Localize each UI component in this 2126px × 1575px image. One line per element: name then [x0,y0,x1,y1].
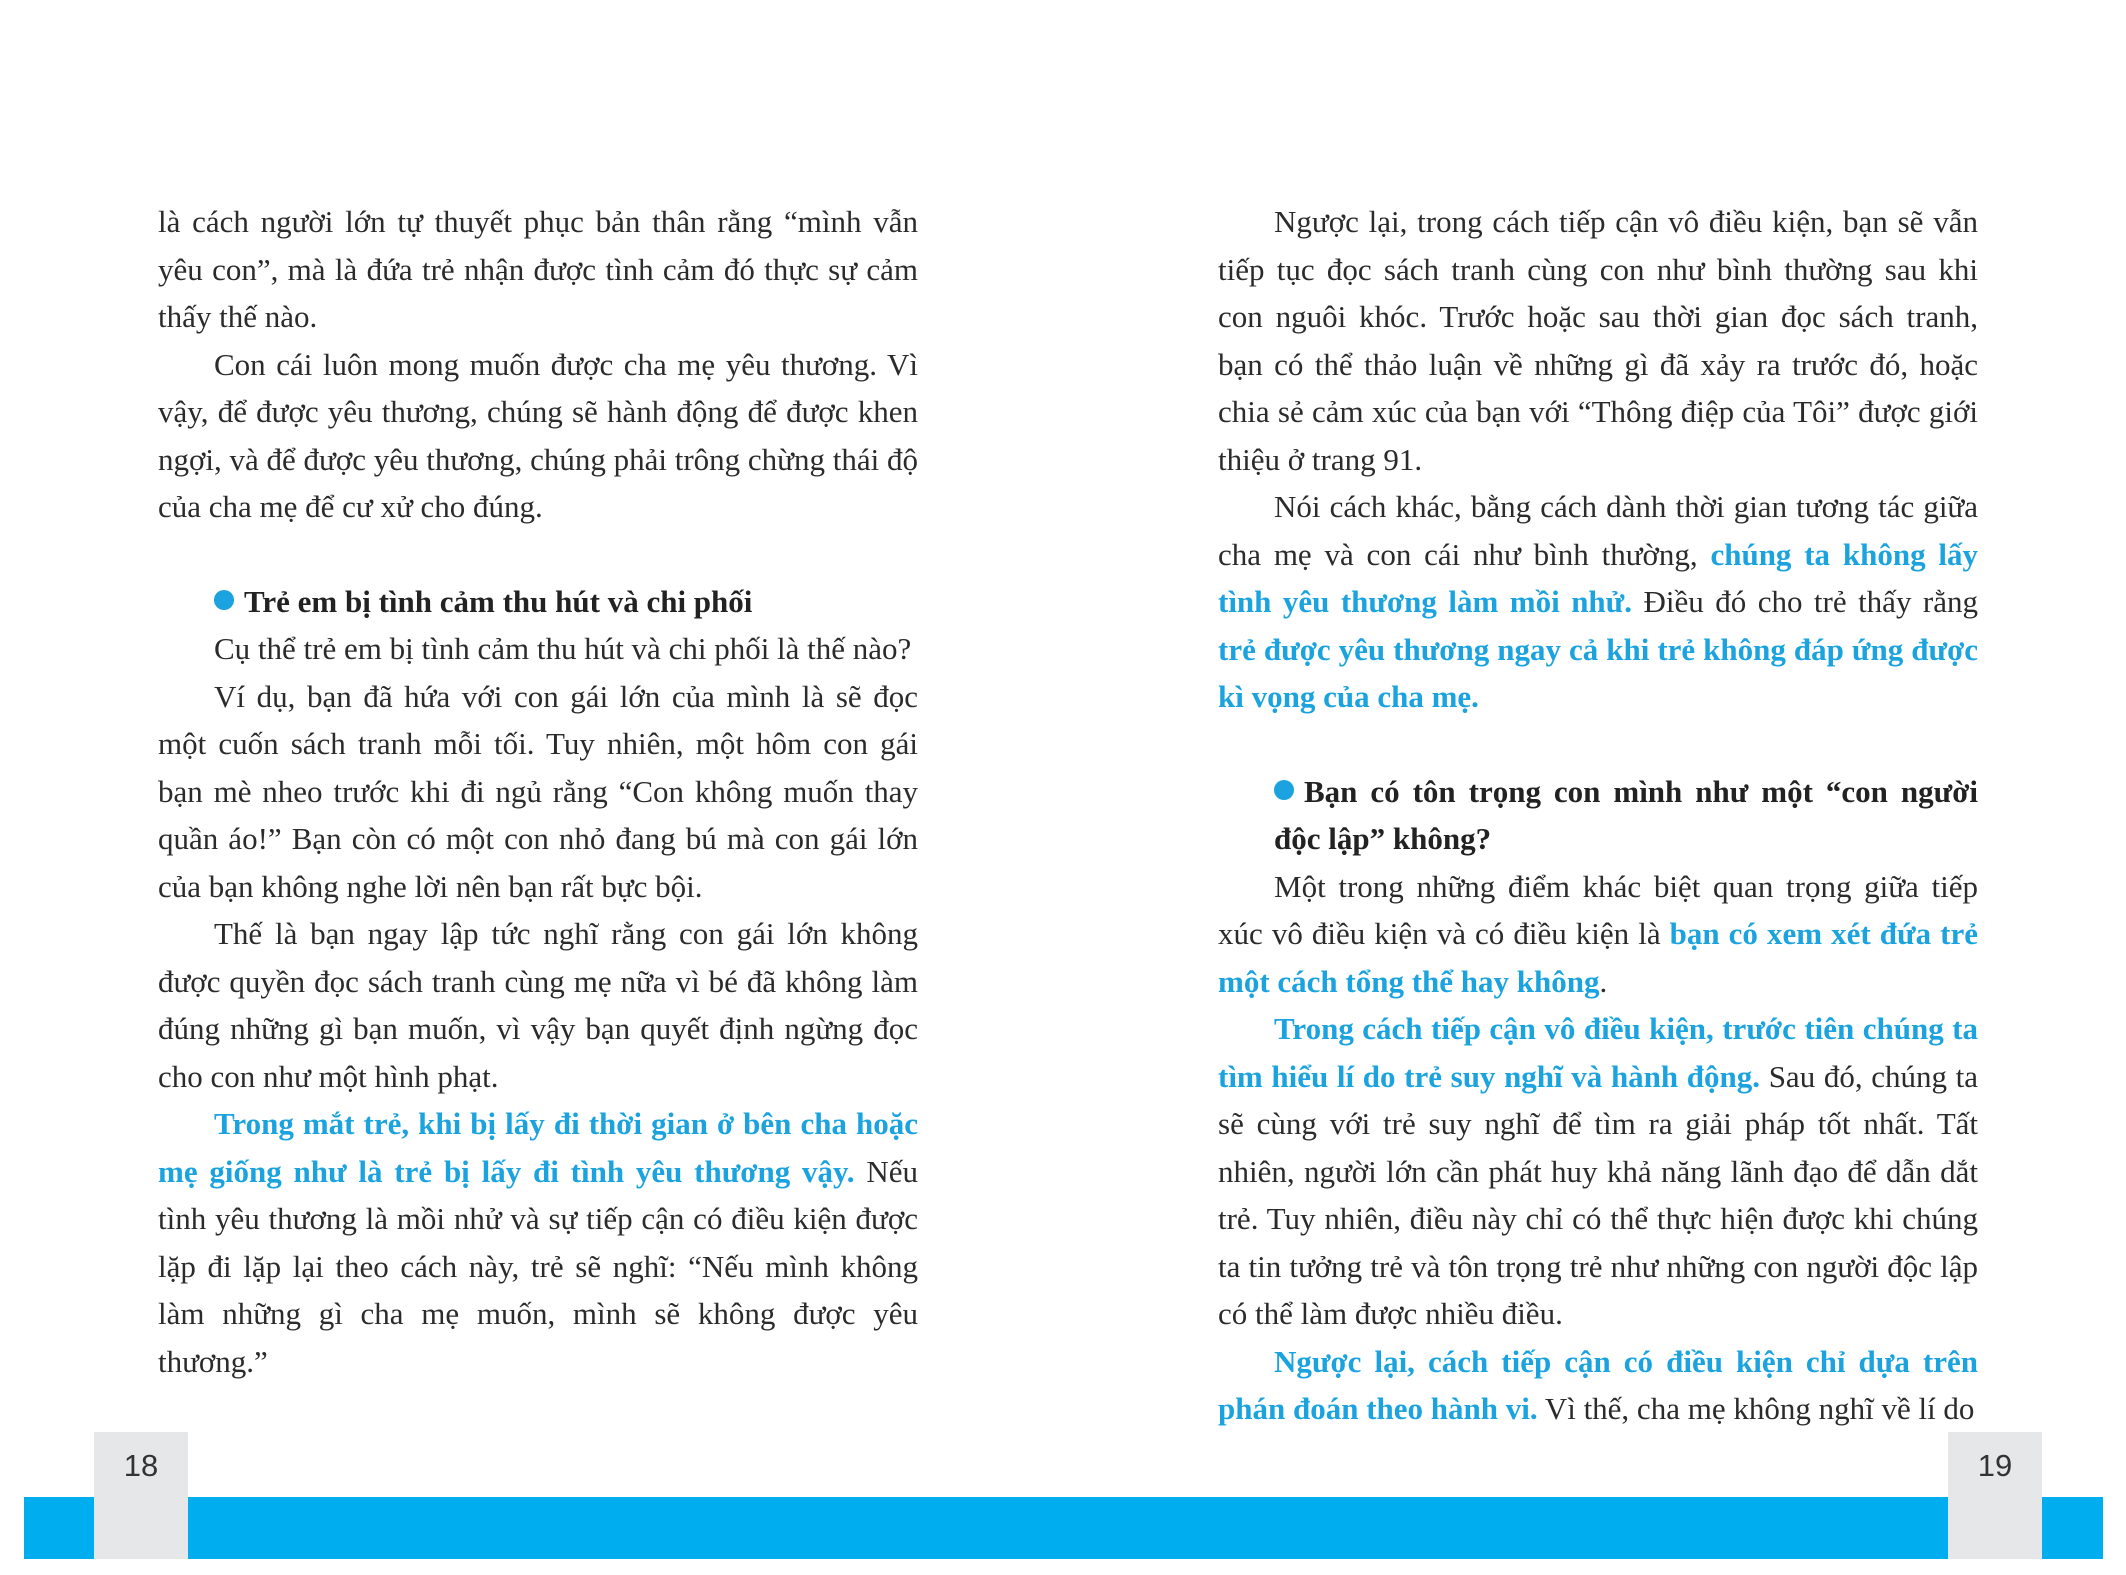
paragraph-text: Nói cách khác, bằng cách dành thời gian tương tác giữa cha mẹ và con cái như bình thường, [1218,489,1978,572]
paragraph: Cụ thể trẻ em bị tình cảm thu hút và chi phối là thế nào? [214,631,912,666]
section-heading [158,578,918,626]
highlight-text: chúng ta không lấy tình yêu thương làm mồi nhử. [1218,536,1979,619]
section-heading-text: Trẻ em bị tình cảm thu hút và chi phối [244,583,753,619]
spacer [1218,721,1978,768]
paragraph-text: Vì thế, cha mẹ không nghĩ về lí do [1537,1391,1975,1426]
section-heading-text: Bạn có tôn trọng con mình như một “con người độc lập” không? [1274,773,1978,856]
paragraph-text: Sau đó, chúng ta sẽ cùng với trẻ suy nghĩ để tìm ra giải pháp tốt nhất. Tất nhiên, người lớn cần phát huy khả năng lãnh đạo để dẫn dắt trẻ. Tuy nhiên, điều này chỉ có thể thực hiện được khi chúng ta tin tưởng trẻ và tôn trọng trẻ như những con người độc lập có thể làm được nhiều điều. [1218,1058,1978,1331]
paragraph [1218,1005,1978,1338]
page-number: 19 [1948,1432,2042,1559]
paragraph-text: Một trong những điểm khác biệt quan trọng giữa tiếp xúc vô điều kiện và có điều kiện là [1218,868,1978,951]
page-number: 18 [94,1432,188,1559]
bullet-icon [1274,780,1294,800]
paragraph: Con cái luôn mong muốn được cha mẹ yêu thương. Vì vậy, để được yêu thương, chúng sẽ hành động để được khen ngợi, và để được yêu thương, chúng phải trông chừng thái độ của cha mẹ để cư xử cho đúng. [158,346,918,524]
section-heading [1218,768,1978,863]
highlight-text: bạn có xem xét đứa trẻ một cách tổng thể hay không [1218,916,1979,999]
paragraph: Ví dụ, bạn đã hứa với con gái lớn của mình là sẽ đọc một cuốn sách tranh mỗi tối. Tuy nhiên, một hôm con gái bạn mè nheo trước khi đi ngủ rằng “Con không muốn thay quần áo!” Bạn còn có một con nhỏ đang bú mà con gái lớn của bạn không nghe lời nên bạn rất bực bội. [158,678,918,904]
paragraph [1218,863,1978,1006]
right-text-column [1218,198,1978,1433]
highlight-text: trẻ được yêu thương ngay cả khi trẻ không đáp ứng được kì vọng của cha mẹ. [1218,631,1978,714]
paragraph-text: Nếu tình yêu thương là mồi nhử và sự tiếp cận có điều kiện được lặp đi lặp lại theo cách này, trẻ sẽ nghĩ: “Nếu mình không làm những gì cha mẹ muốn, mình sẽ không được yêu thương.” [158,1153,919,1379]
paragraph [158,1100,918,1385]
paragraph [1218,483,1978,721]
paragraph: Ngược lại, trong cách tiếp cận vô điều kiện, bạn sẽ vẫn tiếp tục đọc sách tranh cùng con như bình thường sau khi con nguôi khóc. Trước hoặc sau thời gian đọc sách tranh, bạn có thể thảo luận về những gì đã xảy ra trước đó, hoặc chia sẻ cảm xúc của bạn với “Thông điệp của Tôi” được giới thiệu ở trang 91. [1218,204,1978,477]
paragraph-text: . [1599,963,1608,999]
highlight-text: Ngược lại, cách tiếp cận có điều kiện chỉ dựa trên phán đoán theo hành vi. [1218,1343,1978,1426]
highlight-text: Trong mắt trẻ, khi bị lấy đi thời gian ở bên cha hoặc mẹ giống như là trẻ bị lấy đi tình yêu thương vậy. [158,1106,918,1189]
right-page [1063,0,2126,1575]
paragraph-text: Điều đó cho trẻ thấy rằng [1632,584,1978,619]
footer-band [1063,1497,2103,1559]
left-text-column [158,198,918,1385]
paragraph: là cách người lớn tự thuyết phục bản thân rằng “mình vẫn yêu con”, mà là đứa trẻ nhận được tình cảm đó thực sự cảm thấy thế nào. [158,204,918,334]
spacer [158,531,918,578]
paragraph: Thế là bạn ngay lập tức nghĩ rằng con gái lớn không được quyền đọc sách tranh cùng mẹ nữa vì bé đã không làm đúng những gì bạn muốn, vì vậy bạn quyết định ngừng đọc cho con như một hình phạt. [158,916,918,1094]
highlight-text: Trong cách tiếp cận vô điều kiện, trước tiên chúng ta tìm hiểu lí do trẻ suy nghĩ và hành động. [1218,1011,1978,1094]
bullet-icon [214,590,234,610]
paragraph [1218,1338,1978,1433]
